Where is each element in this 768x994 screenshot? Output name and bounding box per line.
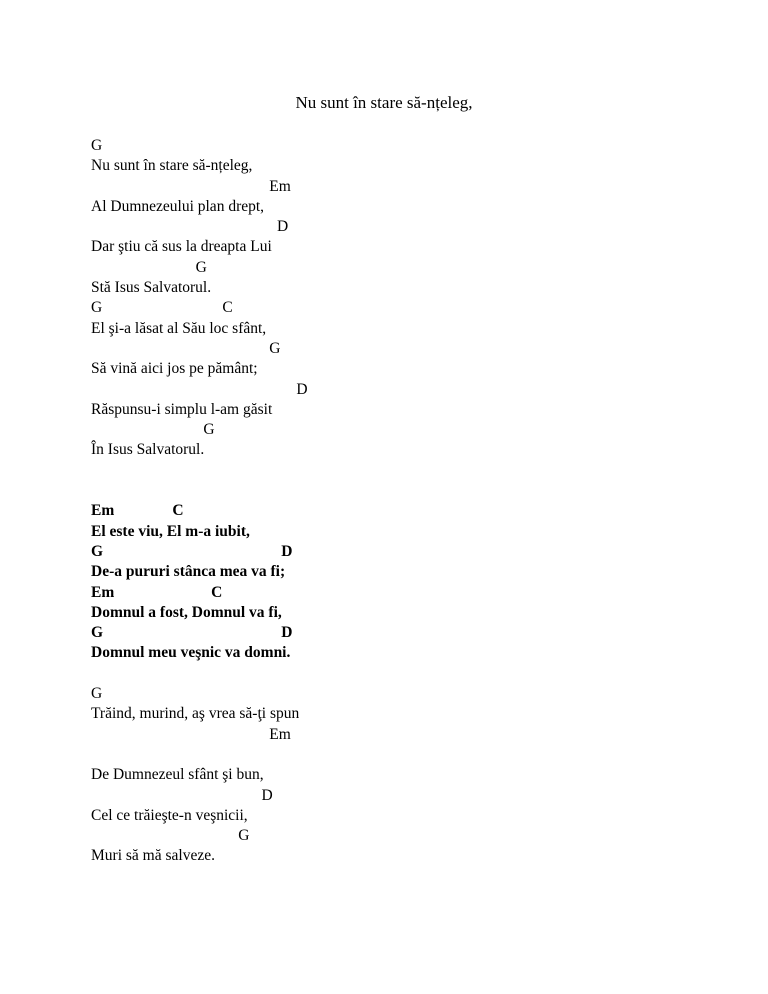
lyric-line: De Dumnezeul sfânt şi bun, [91, 766, 264, 784]
lyric-line: Dar ştiu că sus la dreapta Lui [91, 238, 272, 256]
chorus-lyric-line: De-a pururi stânca mea va fi; [91, 563, 286, 581]
chord-line: G [91, 258, 207, 276]
chorus-chord-line: G D [91, 542, 293, 560]
chord-line: D [91, 380, 308, 398]
chorus-chord-line: Em C [91, 583, 223, 601]
lyric-line: Răspunsu-i simplu l-am găsit [91, 400, 273, 418]
page-title: Nu sunt în stare să-nțeleg, [295, 93, 473, 112]
blank-line [91, 664, 711, 684]
chorus-lyric-line: El este viu, El m-a iubit, [91, 522, 250, 540]
lyric-line: Nu sunt în stare să-nțeleg, [91, 157, 253, 175]
chord-line: G [91, 421, 215, 439]
lyric-line: În Isus Salvatorul. [91, 441, 205, 459]
lyric-line: El şi-a lăsat al Său loc sfânt, [91, 319, 267, 337]
chord-line: G [91, 339, 281, 357]
lyric-line: Să vină aici jos pe pământ; [91, 360, 258, 378]
chorus-chord-line: Em C [91, 502, 184, 520]
song-lyrics [91, 136, 711, 867]
lyric-line: Al Dumnezeului plan drept, [91, 197, 265, 215]
blank-line [91, 481, 711, 501]
chord-line: G [91, 685, 103, 703]
lyric-line: Cel ce trăieşte-n veşnicii, [91, 806, 248, 824]
chord-line: G [91, 827, 250, 845]
blank-line [91, 461, 711, 481]
lyric-line: Stă Isus Salvatorul. [91, 279, 212, 297]
chord-line: G C [91, 299, 233, 317]
chord-line: G [91, 137, 103, 154]
chorus-lyric-line: Domnul a fost, Domnul va fi, [91, 603, 282, 621]
chorus-chord-line: G D [91, 624, 293, 642]
chorus-lyric-line: Domnul meu veşnic va domni. [91, 644, 291, 662]
chord-line: D [91, 218, 289, 236]
lyric-line: Muri să mă salveze. [91, 847, 215, 865]
chord-line: Em [91, 725, 291, 743]
blank-line [91, 745, 711, 765]
lyric-line: Trăind, murind, aş vrea să-ţi spun [91, 705, 300, 723]
chord-line: D [91, 786, 273, 804]
chord-line: Em [91, 177, 291, 195]
